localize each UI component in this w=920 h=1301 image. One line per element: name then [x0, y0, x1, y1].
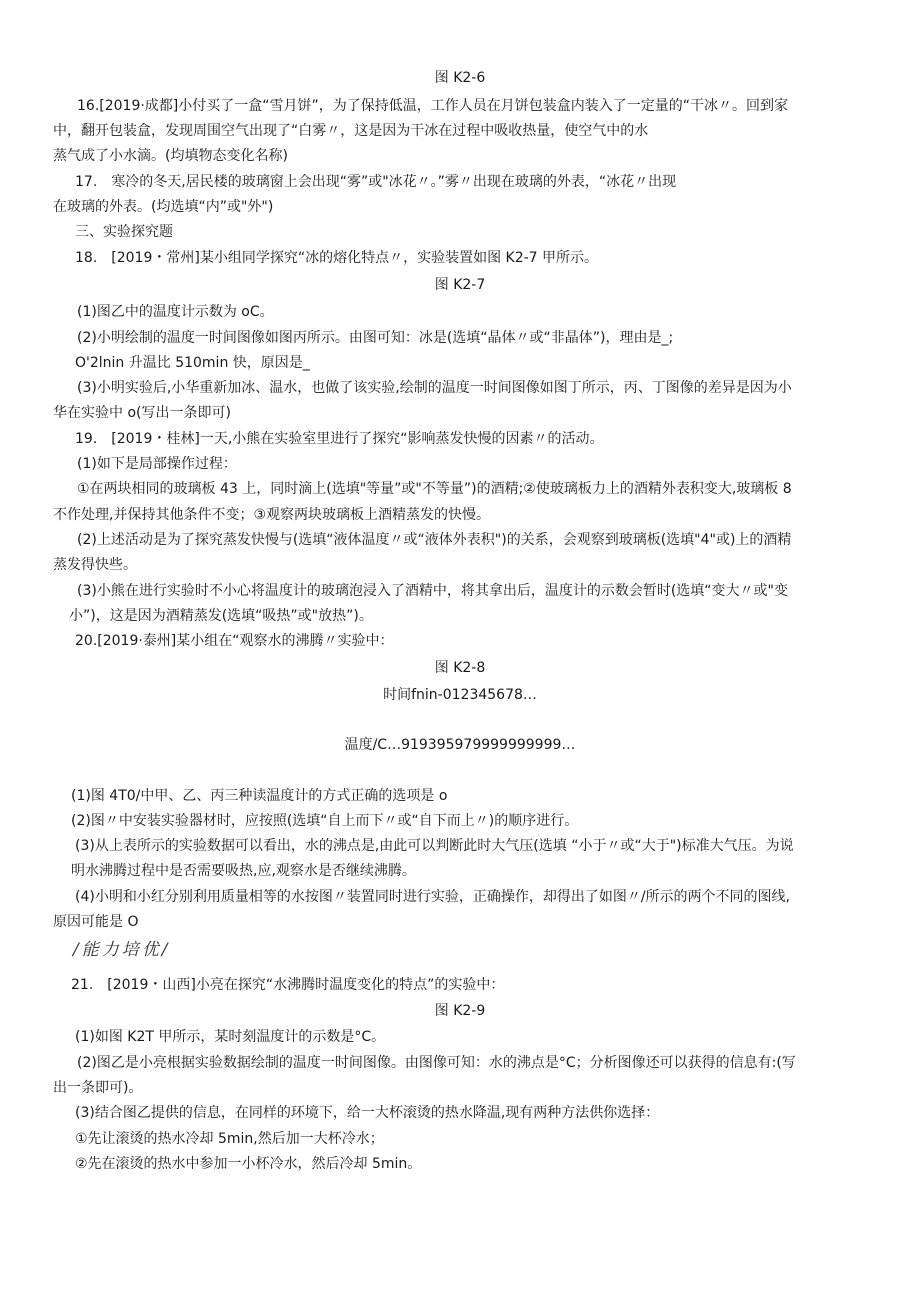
q21-part-2-line-1: (2)图乙是小亮根据实验数据绘制的温度一时间图像。由图像可知：水的沸点是°C；分析图像还可以获得的信息有:(写	[77, 1055, 796, 1071]
q19-part-2-line-1: (2)上述活动是为了探究蒸发快慢与(选填“液体温度〃或“液体外表积")的关系，会观察到玻璃板(选填"4"或)上的酒精	[77, 532, 792, 548]
q16-line-3: 蒸气成了小水滴。(均填物态变化名称)	[53, 148, 288, 164]
q20-stem: 20.[2019·泰州]某小组在“观察水的沸腾〃实验中：	[75, 633, 394, 649]
q17-line-1: 17. 寒冷的冬天,居民楼的玻璃窗上会出现“雾”或"冰花〃。”雾〃出现在玻璃的外表，“冰花〃出现	[75, 174, 677, 190]
figure-caption-k2-7: 图 K2-7	[434, 277, 486, 293]
q19-part-2-line-2: 蒸发得快些。	[53, 557, 137, 573]
q20-part-3-line-1: (3)从上表所示的实验数据可以看出，水的沸点是,由此可以判断此时大气压(选填 “小于〃或“大于")标准大气压。为说	[75, 838, 794, 854]
q18-part-2: (2)小明绘制的温度一时间图像如图丙所示。由图可知：冰是(选填“晶体〃或“非晶体”)，理由是_;	[77, 330, 674, 346]
q19-part-3-line-1: (3)小熊在进行实验时不小心将温度计的玻璃泡浸入了酒精中，将其拿出后，温度计的示数会暂时(选填“变大〃或"变	[77, 583, 788, 599]
q19-part-3-line-2: 小”)，这是因为酒精蒸发(选填“吸热”或"放热”)。	[69, 608, 373, 624]
q21-stem: 21. [2019・山西]小亮在探究“水沸腾时温度变化的特点”的实验中：	[71, 977, 505, 993]
q18-part-1: (1)图乙中的温度计示数为 oC。	[77, 304, 274, 320]
q21-option-1: ①先让滚烫的热水冷却 5min,然后加一大杯冷水；	[75, 1131, 384, 1147]
figure-caption-k2-6: 图 K2-6	[434, 70, 486, 86]
q17-line-2: 在玻璃的外表。(均选填“内”或"外")	[53, 199, 274, 215]
section-heading-experiments: 三、实验探究题	[75, 224, 173, 240]
section-heading-ability: /能力培优/	[73, 940, 171, 960]
q18-part-2-cont: O'2lnin 升温比 510min 快，原因是_	[75, 355, 310, 371]
q19-stem: 19. [2019・桂林]一天,小熊在实验室里进行了探究“影响蒸发快慢的因素〃的活动。	[75, 431, 604, 447]
q16-line-1: 16.[2019·成都]小付买了一盒“雪月饼”，为了保持低温，工作人员在月饼包装盒内装入了一定量的“干冰〃。回到家	[77, 98, 789, 114]
q18-stem: 18. [2019・常州]某小组同学探究“冰的熔化特点〃，实验装置如图 K2-7 甲所示。	[75, 250, 599, 266]
q21-option-2: ②先在滚烫的热水中参加一小杯冷水，然后冷却 5min。	[75, 1156, 422, 1172]
q20-part-4-line-1: (4)小明和小红分别利用质量相等的水按图〃装置同时进行实验，正确操作，却得出了如图〃/所示的两个不同的图线,	[75, 889, 790, 905]
q20-part-2: (2)图〃中安装实验器材时，应按照(选填“自上而下〃或“自下而上〃)的顺序进行。	[71, 813, 579, 829]
q21-part-1: (1)如图 K2T 甲所示，某时刻温度计的示数是°C。	[75, 1029, 386, 1045]
figure-caption-k2-9: 图 K2-9	[434, 1003, 486, 1019]
q18-part-3-line-1: (3)小明实验后,小华重新加冰、温水，也做了该实验,绘制的温度一时间图像如图丁所示，丙、丁图像的差异是因为小	[77, 380, 792, 396]
q18-part-3-line-2: 华在实验中 o(写出一条即可)	[53, 405, 231, 421]
q20-part-3-line-2: 明水沸腾过程中是否需要吸热,应,观察水是否继续沸腾。	[71, 863, 416, 879]
q21-part-2-line-2: 出一条即可)。	[53, 1080, 143, 1096]
figure-caption-k2-8: 图 K2-8	[434, 660, 486, 676]
q20-part-4-line-2: 原因可能是 O	[53, 914, 139, 930]
table-row-time: 时间fnin-012345678…	[383, 687, 537, 703]
q19-part-1: (1)如下是局部操作过程：	[77, 456, 237, 472]
table-row-temperature: 温度/C…919395979999999999…	[344, 737, 576, 753]
q19-part-1-step-b: 不作处理,并保持其他条件不变；③观察两块玻璃板上酒精蒸发的快慢。	[53, 507, 490, 523]
q16-line-2: 中，翻开包装盒，发现周围空气出现了“白雾〃，这是因为干冰在过程中吸收热量，使空气中的水	[53, 123, 649, 139]
q20-part-1: (1)图 4T0/中甲、乙、丙三种读温度计的方式正确的选项是 o	[71, 788, 448, 804]
q21-part-3: (3)结合图乙提供的信息，在同样的环境下，给一大杯滚烫的热水降温,现有两种方法供你选择：	[75, 1105, 660, 1121]
q19-part-1-step-a: ①在两块相同的玻璃板 43 上，同时滴上(选填"等量”或"不等量”)的酒精;②使玻璃板力上的酒精外表积变大,玻璃板 8	[77, 481, 792, 497]
